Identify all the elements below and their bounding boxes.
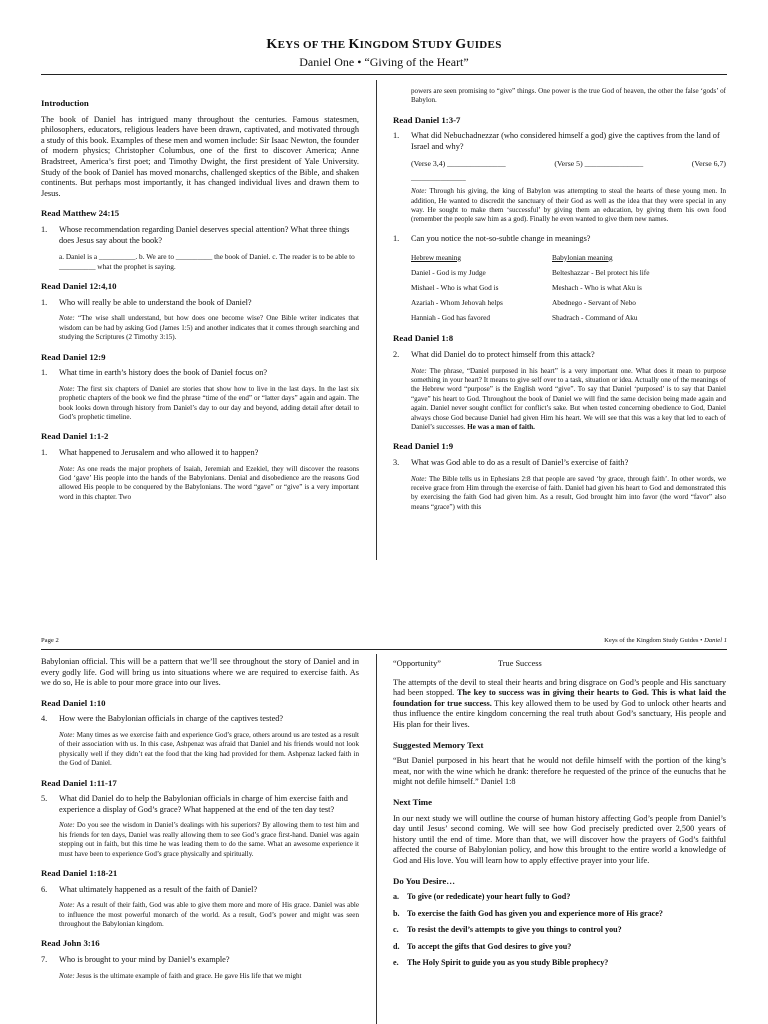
names-table	[411, 250, 726, 325]
names-row: Mishael - Who is what God is Meshach - Who is what Aku is	[411, 282, 642, 292]
note: Note: As a result of their faith, God was able to give them more and more of His grace. Daniel was able to influence the most powerful monarch of the world. As a result, God’s power and might was seen throughout the Babylonian kingdom.	[59, 901, 359, 928]
names-row: Azariah - Whom Jehovah helps Abednego - Servant of Nebo	[411, 297, 636, 307]
names-header: Hebrew meaning Babylonian meaning	[411, 252, 613, 262]
section-heading: Read Daniel 12:9	[41, 351, 106, 362]
section-heading: Read Daniel 12:4,10	[41, 281, 117, 292]
note: Note: The Bible tells us in Ephesians 2:8 that people are saved ‘by grace, through faith’. In other words, we receive grace from Him through the exercise of faith. Daniel had given his heart to God and demonstrated this by exercising the faith God had given him. As a result, God brought him into favor (the word “favor” also means “grace”) with this	[411, 474, 726, 511]
verse-blanks: (Verse 3,4) _______________ (Verse 5) _______________ (Verse 6,7)	[411, 158, 726, 168]
question: 4. How were the Babylonian officials in charge of the captives tested?	[41, 714, 284, 724]
names-row: Hanniah - God has favored Shadrach - Command of Aku	[411, 312, 638, 322]
question: 1. Can you notice the not-so-subtle change in meanings?	[393, 233, 591, 243]
section-heading: Next Time	[393, 796, 433, 807]
section-heading: Introduction	[41, 98, 89, 108]
names-row: Daniel - God is my Judge Belteshazzar - Bel protect his life	[411, 267, 650, 277]
verse-blank-line: _______________	[411, 173, 466, 183]
column-divider	[376, 654, 377, 1024]
header-rule	[41, 649, 727, 650]
right-column	[393, 659, 726, 975]
continued-paragraph: Babylonian official. This will be a pattern that we’ll see throughout the story of Daniel and in every godly life. God will bring us into situations where we are required to exercise faith. As we do so, He is able to pour more grace into our lives.	[41, 657, 359, 688]
section-heading: Read Daniel 1:1-2	[41, 431, 109, 442]
section-heading: Read Daniel 1:8	[393, 333, 454, 344]
note: Note: Do you see the wisdom in Daniel’s dealings with his superiors? By allowing them to test him and his friends for ten days, Daniel was really allowing them to see God’s grace first-hand. Daniel was again stepping out in faith, but this time he was leading them to do the same. What an awesome experience it must have been to experience God’s grace physically and spiritually.	[59, 821, 359, 858]
question: 1. What happened to Jerusalem and who allowed it to happen?	[41, 447, 259, 457]
section-heading: Read Daniel 1:3-7	[393, 114, 461, 125]
fill-in-blank: a. Daniel is a __________. b. We are to __________ the book of Daniel. c. The reader is to be able to __________ what the prophet is saying.	[59, 252, 355, 272]
note: Note: Many times as we exercise faith and experience God’s grace, others around us are tested as a result of their association with us. In this case, Ashpenaz was afraid that Daniel and his friends would not look physically well if they didn’t eat the food that the king had provided for them. Ashpenaz lacked faith in the God of Daniel.	[59, 730, 359, 768]
note: Note: The phrase, “Daniel purposed in his heart” is a very important one. What does it mean to purpose something in your heart? It means to give self over to a task, situation or idea. Actually one of the meanings of the Hebrew word “purpose” is the English word “give”. To say that Daniel ‘purposed’ is to say that Daniel “gave” his heart to God. Throughout the book of Daniel we will find the same decision being made again and again. Daniel never sought conflict for conflict’s sake. But when tested concerning obedience to God, Daniel always chose God because Daniel had given Him his heart. We will see that this was a key that led to each of Daniel’s successes. He was a man of faith.	[411, 366, 727, 432]
section-heading: Do You Desire…	[393, 875, 456, 886]
section-heading: Read John 3:16	[41, 938, 100, 949]
question: 1. Who will really be able to understand the book of Daniel?	[41, 297, 252, 307]
section-heading: Read Daniel 1:9	[393, 441, 454, 452]
question: 7. Who is brought to your mind by Daniel’s example?	[41, 955, 230, 964]
section-heading: Read Matthew 24:15	[41, 208, 120, 219]
header-rule	[41, 74, 727, 75]
question: 3. What was God able to do as a result of Daniel’s exercise of faith?	[393, 458, 629, 468]
note: Note: The first six chapters of Daniel are stories that show how to live in the last days. In the last six prophetic chapters of the book we find the phrase “time of the end” or “latter days” again and again. The book looks down through history from Daniel’s day to our day and beyond, adding detail after detail to God’s prophetic timeline.	[59, 384, 359, 421]
question: 5. What did Daniel do to help the Babylonian officials in charge of him exercise faith and experience a display of God’s grace? What happened at the end of the ten day test?	[41, 794, 348, 814]
desire-item: c. To resist the devil’s attempts to give you things to control you?	[393, 925, 622, 935]
question: 1. Whose recommendation regarding Daniel deserves special attention? What three things does Jesus say about the book?	[41, 224, 350, 245]
desire-item: d. To accept the gifts that God desires to give you?	[393, 941, 572, 951]
column-divider	[376, 80, 377, 560]
page-title: KEYS OF THE KINGDOM STUDY GUIDES	[266, 37, 502, 52]
note-continued: powers are seen promising to “give” things. One power is the true God of heaven, the other the false ‘gods’ of Babylon.	[411, 87, 726, 105]
left-column	[41, 98, 359, 511]
opportunity-row: “Opportunity” True Success	[393, 659, 542, 668]
memory-text: “But Daniel purposed in his heart that he would not defile himself with the portion of the king’s meat, nor with the wine which he drank: therefore he requested of the prince of the eunuchs that he might not defile himself.” Daniel 1:8	[393, 756, 726, 787]
success-paragraph: The attempts of the devil to steal their hearts and bring disgrace on God’s people and His sanctuary had been stopped. The key to success was in giving their hearts to God. This is what laid the foundation for true success. This key allowed them to be used by God to unlock other hearts and thus influence the entire kingdom concerning the real truth about God’s sanctuary, His people and His plan for their lives.	[393, 677, 727, 729]
intro-paragraph: The book of Daniel has intrigued many throughout the centuries. Famous statesmen, philosophers, educators, religious leaders have been drawn, captivated, and motivated through a study of this book. Examples of these men and women include: Sir Isaac Newton, the founder of modern physics; Christopher Columbus, one of the first to discover America; Anne Bradstreet, America’s first poet; and Timothy Dwight, the first president of Yale University. Study of the book of Daniel has moved monarchs, challenged skeptics of the Bible, and shaken continents. But perhaps most importantly, it has changed individual lives and drawn them to Jesus.	[41, 114, 359, 198]
desire-item: b. To exercise the faith God has given you and experience more of His grace?	[393, 908, 663, 918]
note: Note: As one reads the major prophets of Isaiah, Jeremiah and Ezekiel, they will discover the reasons God ‘gave’ His people into the hands of the Babylonians. Denial and disobedience are the reasons God allowed His people to be conquered by the Babylonians. The word “gave” or “give” is a very important word in this chapter. Two	[59, 464, 359, 501]
section-heading: Read Daniel 1:11-17	[41, 777, 117, 788]
page-subtitle: Daniel One • “Giving of the Heart”	[299, 55, 469, 69]
page-two	[0, 628, 768, 1024]
desire-item: a. To give (or rededicate) your heart fully to God?	[393, 892, 571, 902]
note: Note: Through his giving, the king of Babylon was attempting to steal the hearts of these young men. In addition, He wanted to discredit the sanctuary of their God as well as the idea that they were special in any way. He sought to make them ‘successful’ by giving them an education, by giving them his own food (remember the people saw him as a god). Finally he even wanted to give them new names.	[411, 187, 726, 224]
right-column	[393, 87, 726, 521]
note: Note: Jesus is the ultimate example of faith and grace. He gave His life that we might	[59, 971, 302, 980]
page-number: Page 2	[41, 637, 59, 644]
question: 1. What time in earth’s history does the book of Daniel focus on?	[41, 368, 268, 378]
question: 2. What did Daniel do to protect himself from this attack?	[393, 350, 595, 359]
next-time-paragraph: In our next study we will outline the course of human history affecting God’s people from Daniel’s day until Jesus’ second coming. We will see how God precisely predicted over 2,500 years of history until the end of time. More than that, we will discover how the prayers of God’s faithful affected the course of Babylonian policy, and how this brought to the entire world a knowledge of God and His love. You will learn how to apply effective prayer into your life.	[393, 813, 726, 865]
desire-item: e. The Holy Spirit to guide you as you study Bible prophecy?	[393, 958, 609, 968]
note: Note: “The wise shall understand, but how does one become wise? One Bible writer indicates that wisdom can be had by asking God (James 1:5) and another indicates that it comes through searching and studying the Scriptures (2 Timothy 3:15).	[59, 314, 359, 342]
left-column	[41, 657, 359, 990]
running-header: Keys of the Kingdom Study Guides • Daniel 1	[604, 637, 727, 644]
question: 6. What ultimately happened as a result of the faith of Daniel?	[41, 884, 258, 894]
section-heading: Suggested Memory Text	[393, 739, 484, 750]
question: 1. What did Nebuchadnezzar (who considered himself a god) give the captives from the land of Israel and why?	[393, 131, 720, 151]
section-heading: Read Daniel 1:18-21	[41, 868, 118, 878]
section-heading: Read Daniel 1:10	[41, 697, 106, 708]
